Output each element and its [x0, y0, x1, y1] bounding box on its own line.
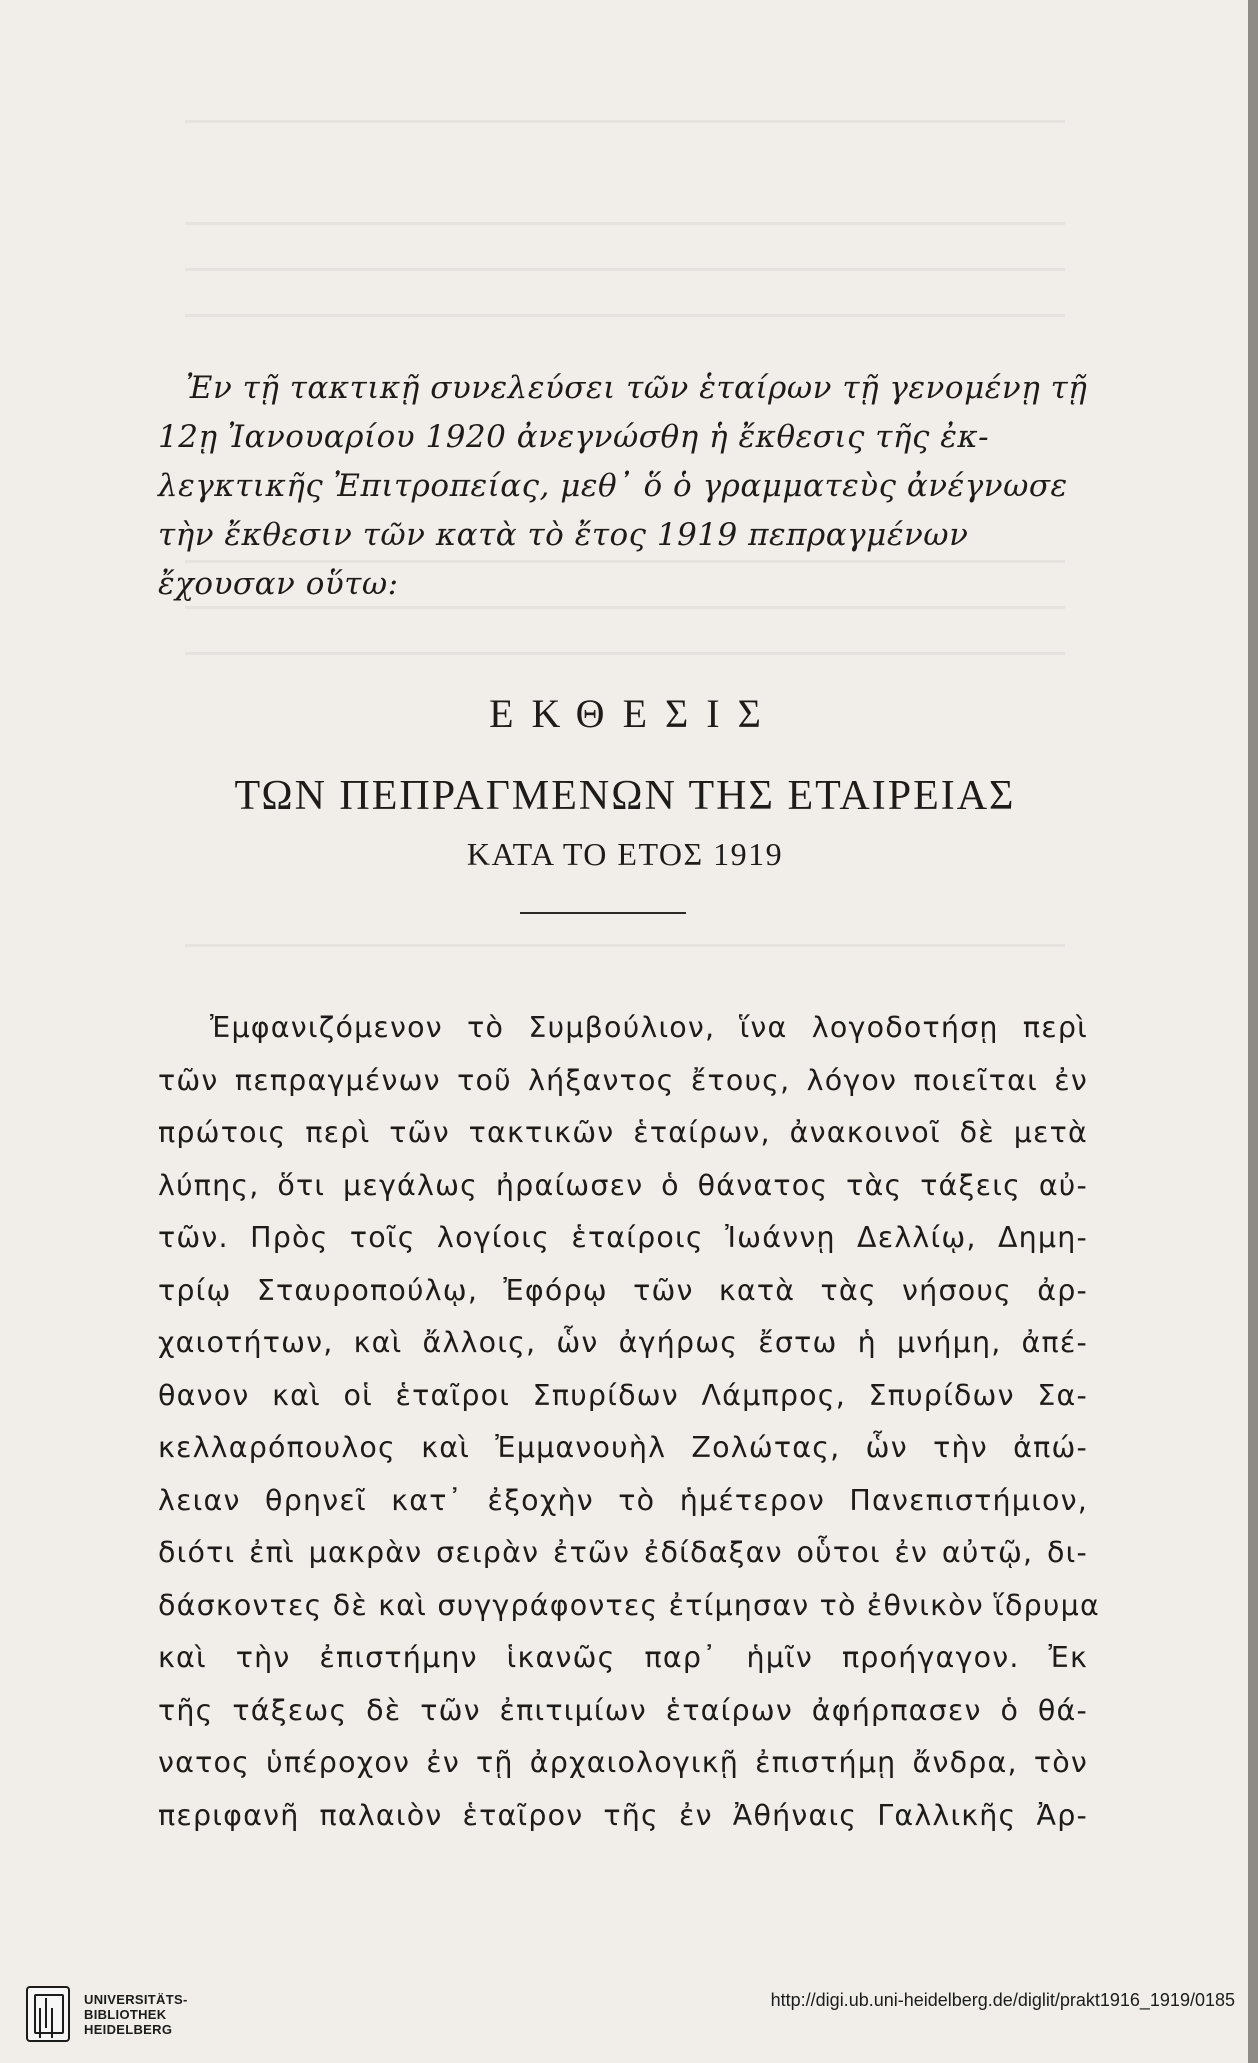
- body-line: λειαν θρηνεῖ κατ᾽ ἐξοχὴν τὸ ἡμέτερον Πανεπιστήμιον,: [158, 1483, 1088, 1517]
- body-line: χαιοτήτων, καὶ ἄλλοις, ὧν ἀγήρως ἔστω ἡ μνήμη, ἀπέ-: [158, 1326, 1088, 1359]
- intro-line: ἔχουσαν οὕτω:: [158, 566, 399, 602]
- body-line: τρίῳ Σταυροπούλῳ, Ἐφόρῳ τῶν κατὰ τὰς νήσους ἀρ-: [158, 1273, 1088, 1307]
- intro-line: 12ῃ Ἰανουαρίου 1920 ἀνεγνώσθη ἡ ἔκθεσις τῆς ἐκ-: [158, 419, 990, 455]
- intro-line: λεγκτικῆς Ἐπιτροπείας, μεθ᾽ ὅ ὁ γραμματεὺς ἀνέγνωσε: [158, 468, 1068, 504]
- bleed-through-line: [185, 222, 1065, 225]
- body-paragraph: [158, 1002, 1100, 1842]
- body-line: πρώτοις περὶ τῶν τακτικῶν ἑταίρων, ἀνακοινοῖ δὲ μετὰ: [158, 1116, 1088, 1149]
- body-line: τῶν. Πρὸς τοῖς λογίοις ἑταίροις Ἰωάννῃ Δελλίῳ, Δημη-: [158, 1221, 1088, 1254]
- library-logo: [26, 1986, 188, 2042]
- body-line: κελλαρόπουλος καὶ Ἐμμανουὴλ Ζολώτας, ὧν τὴν ἀπώ-: [158, 1431, 1088, 1464]
- body-line: τῶν πεπραγμένων τοῦ λήξαντος ἔτους, λόγον ποιεῖται ἐν: [158, 1063, 1088, 1097]
- intro-line: τὴν ἔκθεσιν τῶν κατὰ τὸ ἔτος 1919 πεπραγμένων: [158, 517, 969, 553]
- library-seal-icon: [26, 1986, 70, 2042]
- library-name-line: BIBLIOTHEK: [84, 2006, 167, 2022]
- body-line: δάσκοντες δὲ καὶ συγγράφοντες ἐτίμησαν τὸ ἐθνικὸν ἵδρυμα: [158, 1588, 1100, 1622]
- library-name: [84, 1992, 188, 2037]
- body-line: περιφανῆ παλαιὸν ἑταῖρον τῆς ἐν Ἀθήναις Γαλλικῆς Ἀρ-: [158, 1798, 1088, 1832]
- body-line: διότι ἐπὶ μακρὰν σειρὰν ἐτῶν ἐδίδαξαν οὗτοι ἐν αὐτῷ, δι-: [158, 1536, 1088, 1569]
- body-line: Ἐμφανιζόμενον τὸ Συμβούλιον, ἵνα λογοδοτήσῃ περὶ: [210, 1011, 1088, 1044]
- intro-paragraph: [158, 364, 1088, 609]
- body-line: τῆς τάξεως δὲ τῶν ἐπιτιμίων ἑταίρων ἀφήρπασεν ὁ θά-: [158, 1693, 1088, 1727]
- bleed-through-line: [185, 314, 1065, 317]
- library-name-line: HEIDELBERG: [84, 2021, 173, 2037]
- source-url: http://digi.ub.uni-heidelberg.de/diglit/prakt1916_1919/0185: [770, 1990, 1235, 2010]
- intro-line: Ἐν τῇ τακτικῇ συνελεύσει τῶν ἑταίρων τῇ γενομένῃ τῇ: [186, 370, 1088, 406]
- bleed-through-line: [185, 944, 1065, 947]
- body-line: θανον καὶ οἱ ἑταῖροι Σπυρίδων Λάμπρος, Σπυρίδων Σα-: [158, 1378, 1088, 1412]
- body-line: νατος ὑπέροχον ἐν τῇ ἀρχαιολογικῇ ἐπιστήμῃ ἄνδρα, τὸν: [158, 1746, 1088, 1779]
- report-title: ΕΚΘΕΣΙΣ: [489, 691, 779, 736]
- page-edge-shadow: [1248, 0, 1258, 2063]
- body-line: καὶ τὴν ἐπιστήμην ἱκανῶς παρ᾽ ἡμῖν προήγαγον. Ἐκ: [158, 1641, 1088, 1674]
- bleed-through-line: [185, 120, 1065, 123]
- library-name-line: UNIVERSITÄTS-: [84, 1991, 188, 2007]
- body-line: λύπης, ὅτι μεγάλως ἠραίωσεν ὁ θάνατος τὰς τάξεις αὐ-: [158, 1168, 1088, 1202]
- bleed-through-line: [185, 268, 1065, 271]
- section-divider: [520, 912, 686, 914]
- report-subtitle: ΤΩΝ ΠΕΠΡΑΓΜΕΝΩΝ ΤΗΣ ΕΤΑΙΡΕΙΑΣ: [234, 773, 1016, 819]
- bleed-through-line: [185, 652, 1065, 655]
- report-period: ΚΑΤΑ ΤΟ ΕΤΟΣ 1919: [466, 836, 784, 872]
